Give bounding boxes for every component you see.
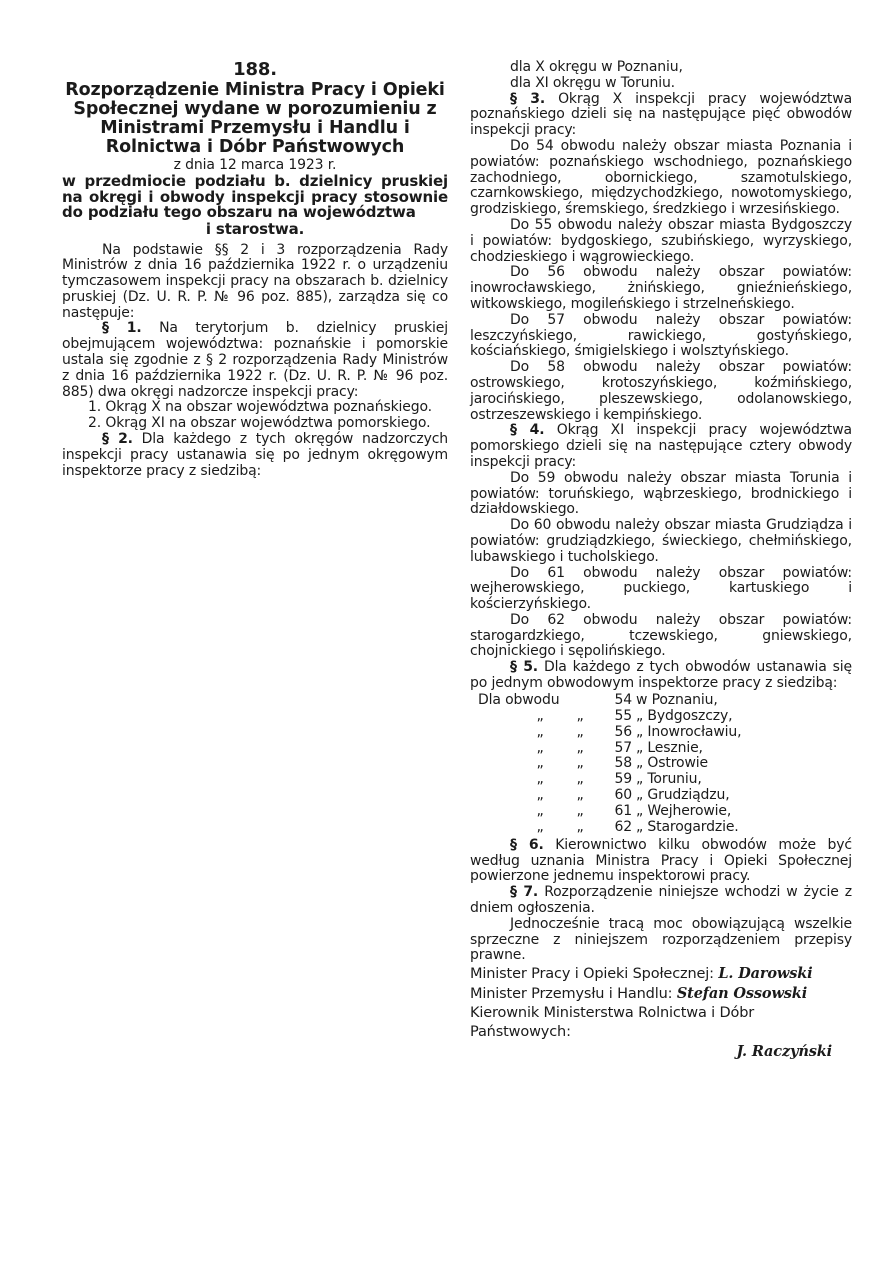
seats-place: „ Inowrocławiu, [636,723,742,740]
section-4-label: § 4. [510,422,545,439]
section-3 [470,92,852,139]
circuit-paragraph: Do 58 obwodu należy obszar powiatów: ostrowskiego, krotoszyńskiego, koźmińskiego, jarocińskiego, pleszewskiego, odolanowskiego, ostrzeszewskiego i kempińskiego. [470,359,852,423]
circuit-paragraph: Do 56 obwodu należy obszar powiatów: inowrocławskiego, żnińskiego, gnieźnieńskiego, witkowskiego, mogileńskiego i strzelneńskiego. [470,264,852,312]
seats-row [478,741,852,757]
circuit-paragraph: Do 54 obwodu należy obszar miasta Poznania i powiatów: poznańskiego wschodniego, poznańskiego zachodniego, obornickiego, szamotulskiego, czarnkowskiego, międzychodzkiego, nowotomyskiego, grodziskiego, śremskiego, średzkiego i wrzesińskiego. [470,137,852,218]
signature-line [470,984,852,1004]
act-number: 188. [233,59,277,80]
ditto-mark: „ [576,787,584,804]
seats-num: 55 [614,707,632,724]
seats-num: 60 [614,787,632,804]
ditto-mark: „ [576,707,584,724]
seats-place: „ Lesznie, [636,739,703,756]
seats-place: „ Wejherowie, [636,803,732,820]
section-5-label: § 5. [510,659,538,676]
section-1 [62,321,448,400]
ditto-mark: „ [576,803,584,820]
signature-role: Minister Przemysłu i Handlu: [470,986,673,1003]
ditto-mark: „ [536,819,544,836]
section-7-text: Rozporządzenie niniejsze wchodzi w życie z dniem ogłoszenia. [470,884,852,917]
signature-role: Kierownik Ministerstwa Rolnictwa i Dóbr Państwowych: [470,1005,755,1041]
circuit-paragraph: Do 61 obwodu należy obszar powiatów: wejherowskiego, puckiego, kartuskiego i kościerzyńskiego. [470,564,852,613]
left-column [62,60,448,479]
signature-role: Minister Pracy i Opieki Społecznej: [470,966,714,983]
seats-row [478,820,852,836]
section-3-label: § 3. [510,90,546,107]
ditto-mark: „ [536,707,544,724]
seats-place: „ Grudziądzu, [636,787,730,804]
seats-row [478,772,852,788]
district-item: 1. Okrąg X na obszar województwa poznańskiego. [88,399,432,416]
section-3-text: Okrąg X inspekcji pracy województwa poznańskiego dzieli się na następujące pięć obwodów inspekcji pracy: [470,90,852,139]
section-2 [62,432,448,479]
seats-row [478,788,852,804]
section-6 [470,838,852,885]
circuit-paragraph: Do 60 obwodu należy obszar miasta Grudziądza i powiatów: grudziądzkiego, świeckiego, chełmińskiego, lubawskiego i tucholskiego. [470,517,852,565]
ditto-mark: „ [536,771,544,788]
circuit-paragraph: Do 55 obwodu należy obszar miasta Bydgoszczy i powiatów: bydgoskiego, szubińskiego, wyrzyskiego, chodzieskiego i wągrowieckiego. [470,216,852,265]
ditto-mark: „ [536,739,544,756]
ditto-mark: „ [576,739,584,756]
signature-line [470,1042,852,1062]
ditto-mark: „ [536,723,544,740]
seats-place: „ Ostrowie [636,755,708,772]
act-subject: w przedmiocie podziału b. dzielnicy pruskiej na okręgi i obwody inspekcji pracy stosownie do podziału tego obszaru na województwa [62,172,448,221]
seats-num: 58 [614,755,632,772]
signature-line [470,1004,852,1042]
seats-place: „ Toruniu, [636,771,702,788]
ditto-mark: „ [536,803,544,820]
signature-name: J. Raczyński [736,1043,832,1061]
ditto-mark: „ [576,771,584,788]
seats-place: „ Starogardzie. [636,819,739,836]
seat-line: dla X okręgu w Poznaniu, [510,59,683,75]
signature-line [470,964,852,984]
seats-table [478,693,852,836]
seats-num: 54 [614,691,632,708]
seats-num: 62 [614,819,632,836]
seats-prefix: Dla obwodu [478,691,560,708]
circuit-paragraph: Do 57 obwodu należy obszar powiatów: leszczyńskiego, rawickiego, gostyńskiego, kościańskiego, śmigielskiego i wolsztyńskiego. [470,311,852,360]
circuit-paragraph: Do 62 obwodu należy obszar powiatów: starogardzkiego, tczewskiego, gniewskiego, chojnickiego i sępolińskiego. [470,611,852,660]
circuit-paragraph: Do 59 obwodu należy obszar miasta Torunia i powiatów: toruńskiego, wąbrzeskiego, brodnickiego i działdowskiego. [470,469,852,518]
seats-num: 56 [614,723,632,740]
seats-num: 61 [614,803,632,820]
act-date: z dnia 12 marca 1923 r. [173,157,337,173]
seats-row [478,756,852,772]
seat-line: dla XI okręgu w Toruniu. [510,74,675,91]
section-2-text: Dla każdego z tych okręgów nadzorczych inspekcji pracy ustanawia się po jednym okręgowym inspektorze pracy z siedzibą: [62,431,448,479]
seats-place: w Poznaniu, [636,691,718,708]
signature-name: L. Darowski [718,965,813,983]
section-7-label: § 7. [510,884,539,901]
section-5 [470,660,852,692]
act-title: Rozporządzenie Ministra Pracy i Opieki Społecznej wydane w porozumieniu z Ministrami Przemysłu i Handlu i Rolnictwa i Dóbr Państwowych [65,80,445,157]
seats-row [478,709,852,725]
seats-row [478,804,852,820]
seats-num: 59 [614,771,632,788]
ditto-mark: „ [536,787,544,804]
section-4 [470,423,852,470]
section-5-text: Dla każdego z tych obwodów ustanawia się po jednym obwodowym inspektorze pracy z siedzibą: [470,659,852,692]
seats-row [478,693,852,709]
section-6-text: Kierownictwo kilku obwodów może być według uznania Ministra Pracy i Opieki Społecznej powierzone jednemu inspektorowi pracy. [470,836,852,885]
right-column [470,60,852,1062]
seats-place: „ Bydgoszczy, [636,707,733,724]
seats-num: 57 [614,739,632,756]
section-6-label: § 6. [510,836,544,853]
section-1-label: § 1. [102,320,142,337]
seats-row [478,725,852,741]
closing-paragraph: Jednocześnie tracą moc obowiązującą wszelkie sprzeczne z niniejszem rozporządzeniem przepisy prawne. [470,915,852,964]
section-1-text: Na terytorjum b. dzielnicy pruskiej obejmującem województwa: poznańskie i pomorskie ustala się zgodnie z § 2 rozporządzenia Rady Ministrów z dnia 16 października 1922 r. (Dz. U. R. P. № 96 poz. 885) dwa okręgi nadzorcze inspekcji pracy: [62,320,448,400]
section-4-text: Okrąg XI inspekcji pracy województwa pomorskiego dzieli się na następujące cztery obwody inspekcji pracy: [470,422,852,470]
section-7 [470,885,852,917]
section-2-label: § 2. [102,431,133,448]
signature-name: Stefan Ossowski [676,985,808,1003]
act-subject-end: i starostwa. [205,219,305,238]
ditto-mark: „ [536,755,544,772]
ditto-mark: „ [576,755,584,772]
district-item: 2. Okrąg XI na obszar województwa pomorskiego. [88,415,431,432]
ditto-mark: „ [576,819,584,836]
intro-paragraph: Na podstawie §§ 2 i 3 rozporządzenia Rady Ministrów z dnia 16 października 1922 r. o urządzeniu tymczasowem inspekcji pracy na obszarach b. dzielnicy pruskiej (Dz. U. R. P. № 96 poz. 885), zarządza się co następuje: [62,241,448,321]
ditto-mark: „ [576,723,584,740]
